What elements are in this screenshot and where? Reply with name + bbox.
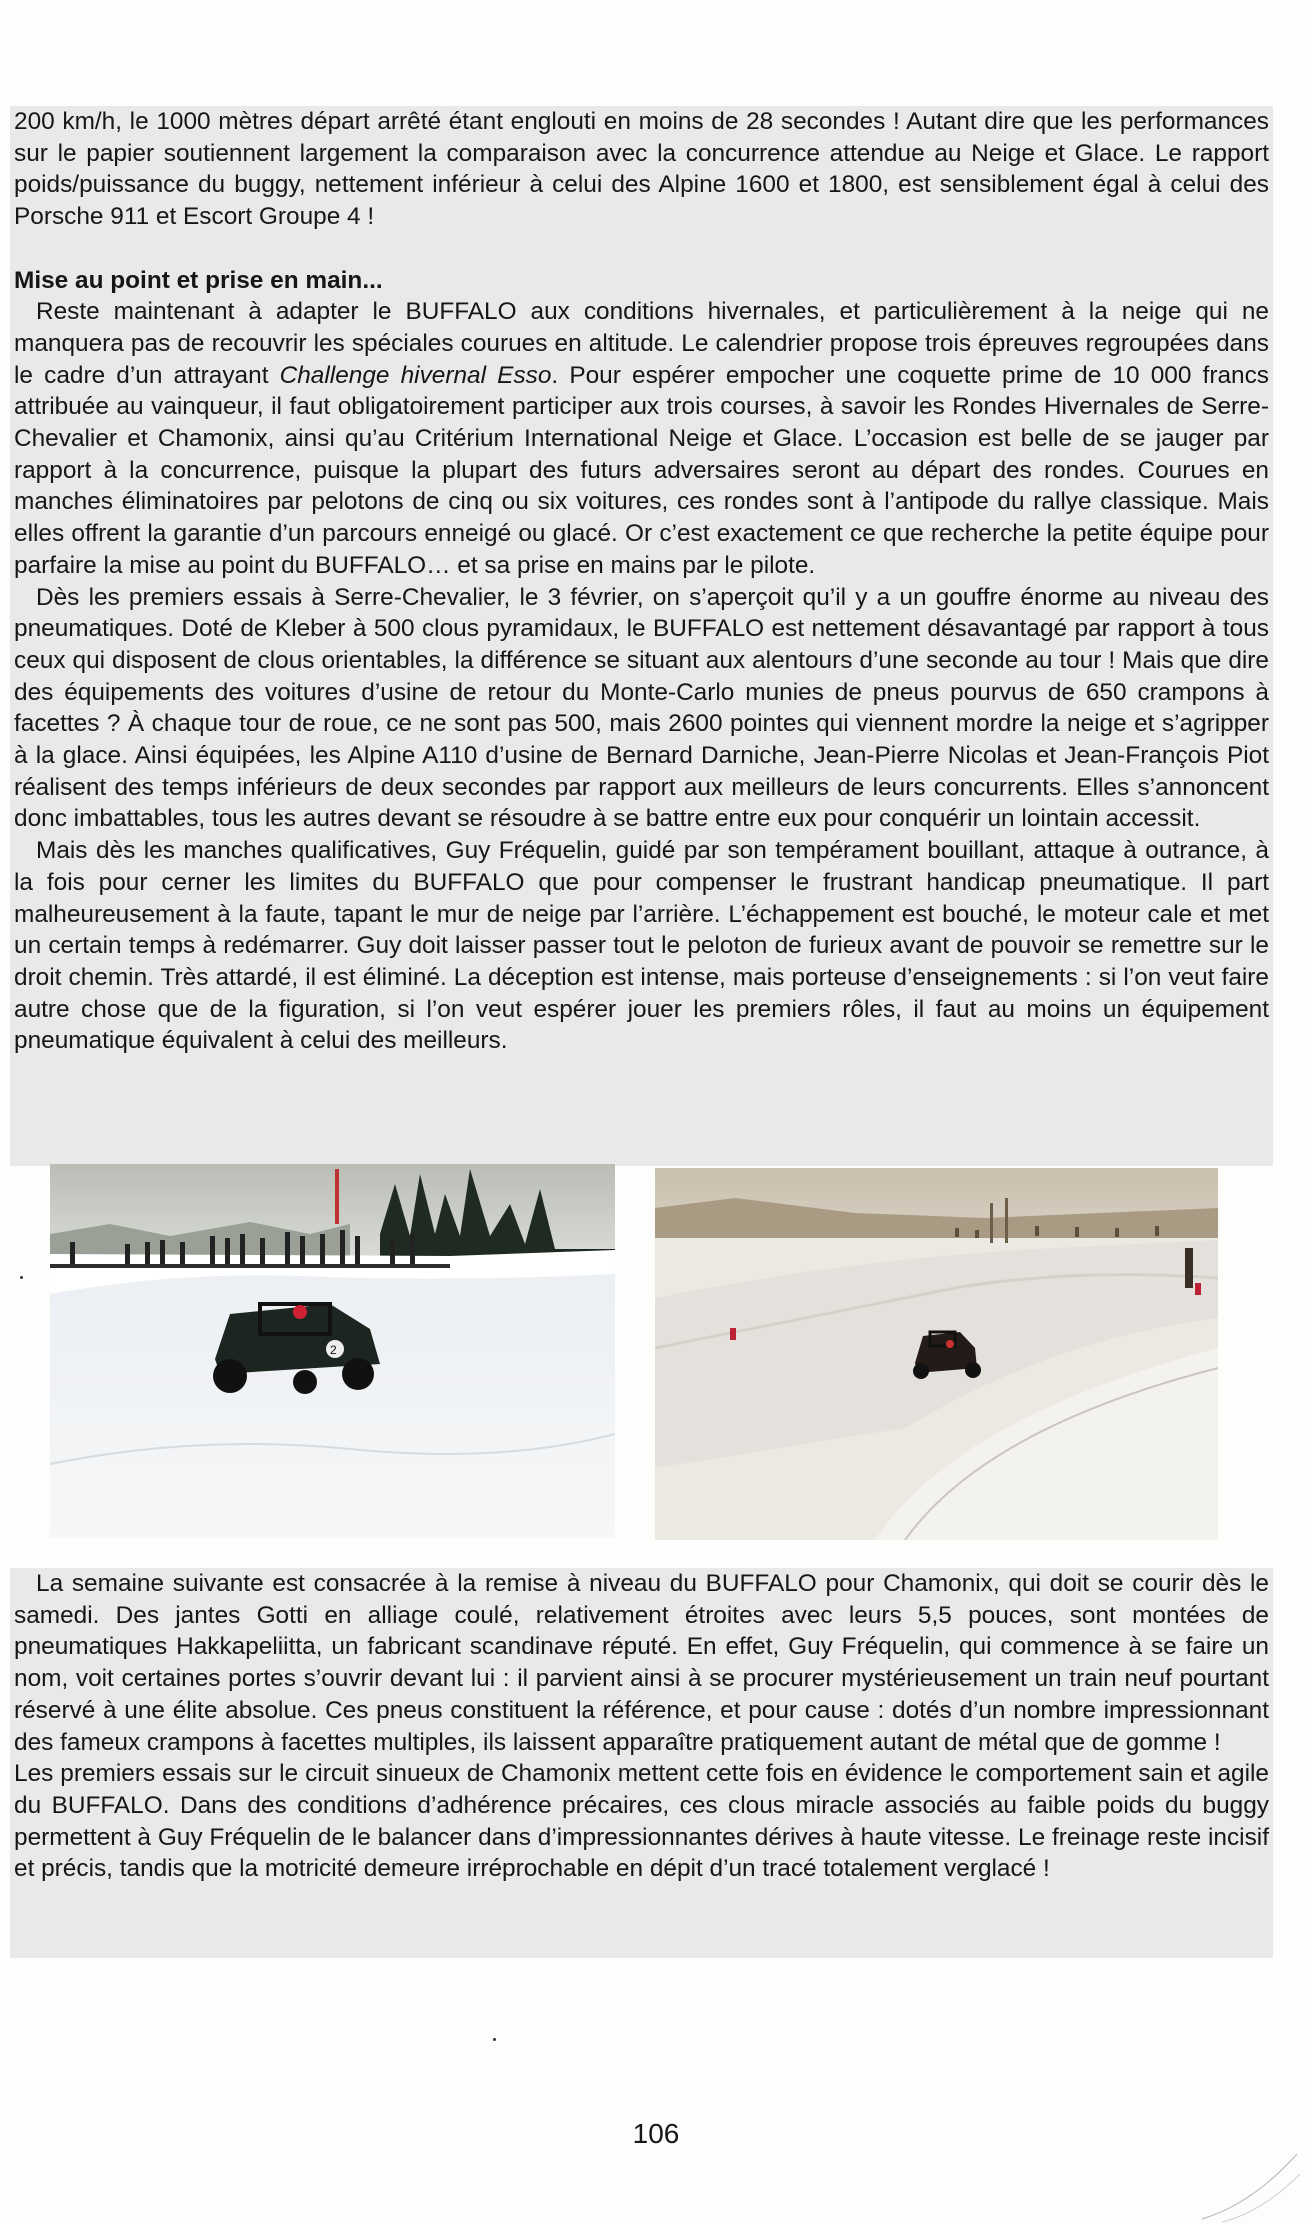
photo-buggy-on-snow-image <box>50 1164 615 1538</box>
speck-mark <box>20 1276 23 1279</box>
speck-mark <box>493 2038 496 2041</box>
page-number: 106 <box>632 2118 680 2149</box>
paragraph-challenge <box>14 296 1269 581</box>
paragraph-chamonix-tests: Les premiers essais sur le circuit sinueux de Chamonix mettent cette fois en évidence le comportement sain et agile du BUFFALO. Dans des conditions d’adhérence précaires, ces clous miracle associés au faible poids du buggy permettent à Guy Fréquelin de le balancer dans d’impressionnantes dérives à haute vitesse. Le freinage reste incisif et précis, tandis que la motricité demeure irréprochable en dépit d’un tracé totalement verglacé ! <box>14 1760 1269 1883</box>
article-text-top <box>10 106 1273 1166</box>
paragraph-tyres: Dès les premiers essais à Serre-Chevalier, le 3 février, on s’aperçoit qu’il y a un gouffre énorme au niveau des pneumatiques. Doté de Kleber à 500 clous pyramidaux, le BUFFALO est nettement désavantagé par rapport à tous ceux qui disposent de clous orientables, la différence se situant aux alentours d’une seconde au tour ! Mais que dire des équipements des voitures d’usine de retour du Monte-Carlo munies de pneus pourvus de 650 crampons à facettes ? À chaque tour de roue, ce ne sont pas 500, mais 2600 pointes qui viennent mordre la neige et s’agripper à la glace. Ainsi équipées, les Alpine A110 d’usine de Bernard Darniche, Jean-Pierre Nicolas et Jean-François Piot réalisent des temps inférieurs de deux secondes par rapport aux meilleurs de leurs concurrents. Elles s’annoncent donc imbattables, tous les autres devant se résoudre à se battre entre eux pour conquérir un lointain accessit. <box>14 583 1269 833</box>
photo-buggy-on-circuit <box>655 1168 1218 1540</box>
paragraph-qualifying: Mais dès les manches qualificatives, Guy Fréquelin, guidé par son tempérament bouillant, attaque à outrance, à la fois pour cerner les limites du BUFFALO que pour compenser le frustrant handicap pneumatique. Il part malheureusement à la faute, tapant le mur de neige par l’arrière. L’échappement est bouché, le moteur cale et met un certain temps à redémarrer. Guy doit laisser passer tout le peloton de furieux avant de pouvoir se remettre sur le droit chemin. Très attardé, il est éliminé. La déception est intense, mais porteuse d’enseignements : si l’on veut faire autre chose que de la figuration, si l’on veut espérer jouer les premiers rôles, il faut au moins un équipement pneumatique équivalent à celui des meilleurs. <box>14 837 1269 1055</box>
paragraph-chamonix-prep: La semaine suivante est consacrée à la remise à niveau du BUFFALO pour Chamonix, qui doit se courir dès le samedi. Des jantes Gotti en alliage coulé, relativement étroites avec leurs 5,5 pouces, sont montées de pneumatiques Hakkapeliitta, un fabricant scandinave réputé. En effet, Guy Fréquelin, qui commence à se faire un nom, voit certaines portes s’ouvrir devant lui : il parvient ainsi à se procurer mystérieusement un train neuf pourtant réservé à une élite absolue. Ces pneus constituent la référence, et pour cause : dotés d’un nombre impressionnant des fameux crampons à facettes multiples, ils laissent apparaître pratiquement autant de métal que de gomme ! <box>14 1570 1269 1756</box>
article-text-bottom <box>10 1568 1273 1958</box>
page-curl-mark <box>1192 2134 1302 2224</box>
section-heading: Mise au point et prise en main... <box>14 266 383 294</box>
intro-paragraph: 200 km/h, le 1000 mètres départ arrêté étant englouti en moins de 28 secondes ! Autant dire que les performances sur le papier soutiennent largement la comparaison avec la concurrence attendue au Neige et Glace. Le rapport poids/puissance du buggy, nettement inférieur à celui des Alpine 1600 et 1800, est sensiblement égal à celui des Porsche 911 et Escort Groupe 4 ! <box>14 108 1269 231</box>
buggy-number: 2 <box>330 1343 337 1357</box>
challenge-name: Challenge hivernal Esso <box>279 361 552 389</box>
photo-buggy-on-snow <box>50 1164 615 1538</box>
photo-buggy-on-circuit-image <box>655 1168 1218 1540</box>
paragraph-challenge-end: . Pour espérer empocher une coquette prime de 10 000 francs attribuée au vainqueur, il faut obligatoirement participer aux trois courses, à savoir les Rondes Hivernales de Serre-Chevalier et Chamonix, ainsi qu’au Critérium International Neige et Glace. L’occasion est belle de se jauger par rapport à la concurrence, puisque la plupart des futurs adversaires seront au départ des rondes. Courues en manches éliminatoires par pelotons de cinq ou six voitures, ces rondes sont à l’antipode du rallye classique. Mais elles offrent la garantie d’un parcours enneigé ou glacé. Or c’est exactement ce que recherche la petite équipe pour parfaire la mise au point du BUFFALO… et sa prise en mains par le pilote. <box>14 361 1269 579</box>
paragraph-challenge-start: Reste maintenant à adapter le BUFFALO aux conditions hivernales, et particulièrement à la neige qui ne manquera pas de recouvrir les spéciales courues en altitude. Le calendrier propose trois épreuves regroupées dans le cadre d’un attrayant <box>14 298 1269 389</box>
